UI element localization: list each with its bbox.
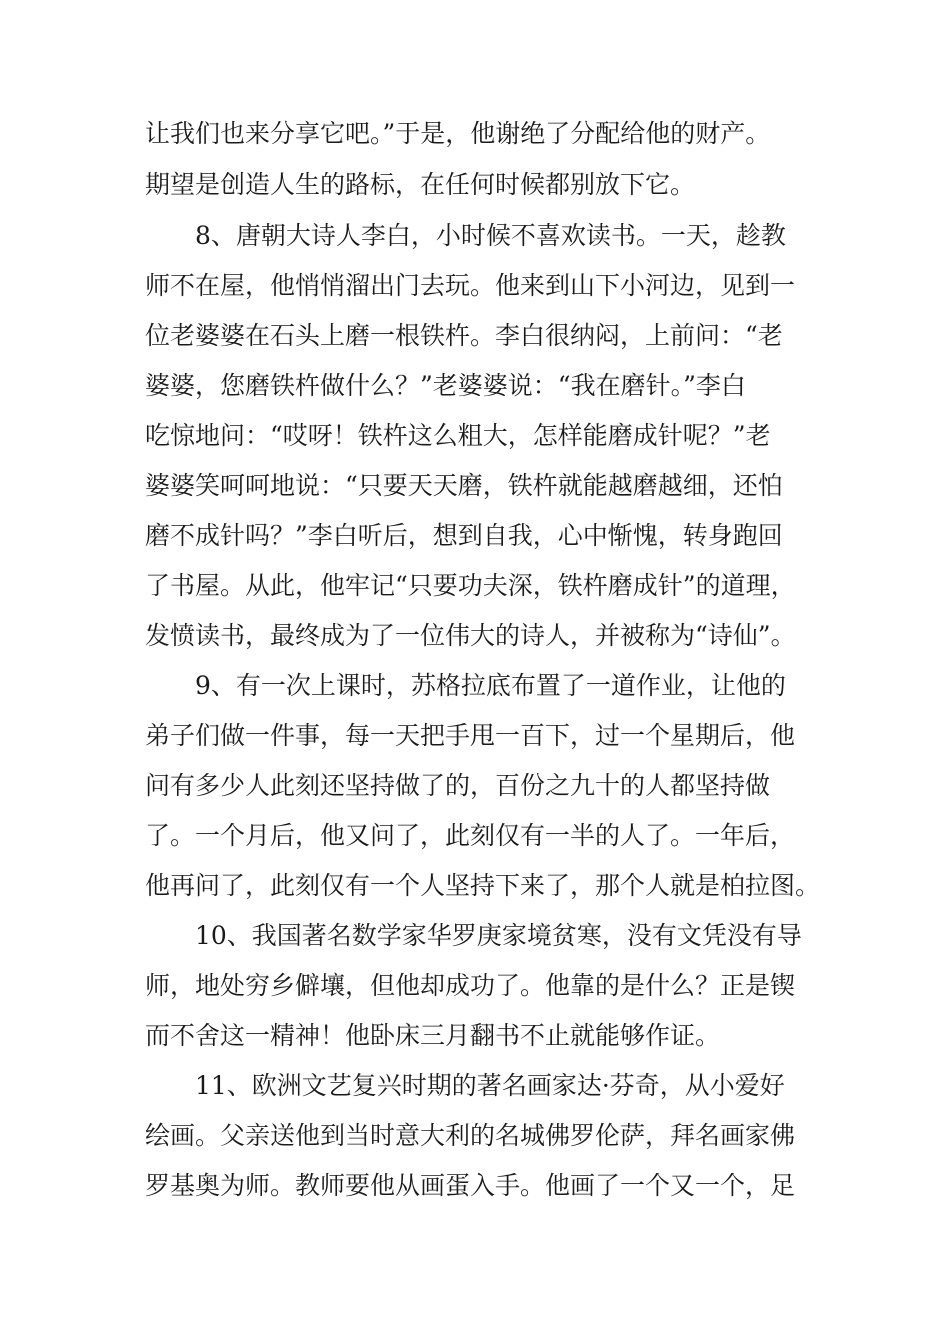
- text-line: 了书屋。从此，他牢记“只要功夫深，铁杵磨成针”的道理，: [145, 571, 796, 600]
- paragraph-9-first-line: 9、有一次上课时，苏格拉底布置了一道作业，让他的: [195, 671, 786, 700]
- text-line: 而不舍这一精神！他卧床三月翻书不止就能够作证。: [145, 1021, 721, 1050]
- text-line: 师，地处穷乡僻壤，但他却成功了。他靠的是什么？正是锲: [145, 971, 796, 1000]
- text-line: 磨不成针吗？”李白听后，想到自我，心中惭愧，转身跑回: [145, 521, 783, 550]
- text-line: 位老婆婆在石头上磨一根铁杵。李白很纳闷，上前问：“老: [145, 321, 783, 350]
- text-line: 发愤读书，最终成为了一位伟大的诗人，并被称为“诗仙”。: [145, 621, 796, 650]
- text-line: 吃惊地问：“哎呀！铁杵这么粗大，怎样能磨成针呢？”老: [145, 421, 771, 450]
- paragraph-8-first-line: 8、唐朝大诗人李白，小时候不喜欢读书。一天，趁教: [195, 221, 786, 250]
- text-line: 婆婆笑呵呵地说：“只要天天磨，铁杵就能越磨越细，还怕: [145, 471, 783, 500]
- text-line: 绘画。父亲送他到当时意大利的名城佛罗伦萨，拜名画家佛: [145, 1121, 796, 1150]
- paragraph-10-first-line: 10、我国著名数学家华罗庚家境贫寒，没有文凭没有导: [195, 921, 802, 950]
- text-line: 让我们也来分享它吧。”于是，他谢绝了分配给他的财产。: [145, 119, 771, 148]
- text-line: 问有多少人此刻还坚持做了的，百份之九十的人都坚持做: [145, 771, 771, 800]
- text-line: 弟子们做一件事，每一天把手甩一百下，过一个星期后，他: [145, 721, 796, 750]
- text-line: 了。一个月后，他又问了，此刻仅有一半的人了。一年后，: [145, 821, 796, 850]
- text-line: 婆婆，您磨铁杵做什么？”老婆婆说：“我在磨针。”李白: [145, 371, 746, 400]
- text-line: 他再问了，此刻仅有一个人坚持下来了，那个人就是柏拉图。: [145, 871, 821, 900]
- text-line: 师不在屋，他悄悄溜出门去玩。他来到山下小河边，见到一: [145, 271, 796, 300]
- paragraph-11-first-line: 11、欧洲文艺复兴时期的著名画家达·芬奇，从小爱好: [195, 1071, 785, 1100]
- text-line: 期望是创造人生的路标，在任何时候都别放下它。: [145, 170, 696, 199]
- text-line: 罗基奥为师。教师要他从画蛋入手。他画了一个又一个，足: [145, 1171, 796, 1200]
